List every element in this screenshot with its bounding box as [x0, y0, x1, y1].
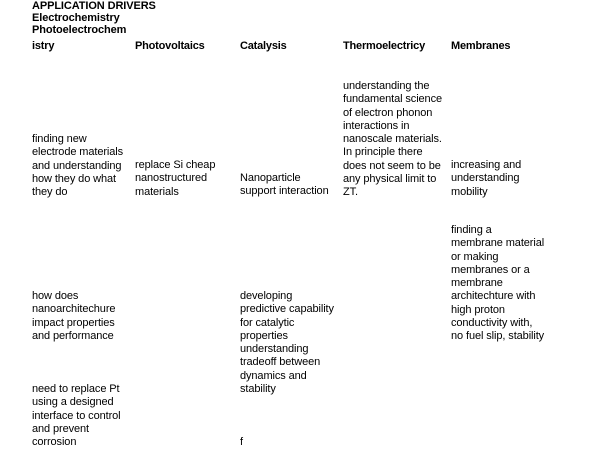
- cell-catalysis-row1: Nanoparticle support interaction: [240, 172, 329, 198]
- cell-electrochemistry-row4: need to replace Pt using a designed interface to control and prevent corrosion: [32, 383, 121, 449]
- column-header-electrochemistry-line2: Photoelectrochem: [32, 24, 127, 36]
- column-header-electrochemistry-line1: Electrochemistry: [32, 12, 120, 24]
- column-header-thermoelectricy: Thermoelectricy: [343, 40, 425, 52]
- cell-membranes-row1: increasing and understanding mobility: [451, 159, 522, 198]
- cell-electrochemistry-row2: how does nanoarchitechure impact properties and performance: [32, 290, 116, 342]
- column-header-electrochemistry-line3: istry: [32, 40, 55, 52]
- column-header-membranes: Membranes: [451, 40, 511, 52]
- column-header-catalysis: Catalysis: [240, 40, 287, 52]
- column-header-photovoltaics: Photovoltaics: [135, 40, 205, 52]
- cell-catalysis-row2: developing predictive capability for catalytic properties: [240, 290, 334, 342]
- page-title: [32, 0, 156, 36]
- cell-catalysis-row3: understanding tradeoff between dynamics and stability: [240, 343, 321, 395]
- cell-photovoltaics-row1: replace Si cheap nanostructured materials: [135, 159, 216, 198]
- title-text: APPLICATION DRIVERS: [32, 0, 156, 12]
- cell-catalysis-row4: f: [240, 436, 243, 448]
- cell-electrochemistry-row1: finding new electrode materials and understanding how they do what they do: [32, 133, 124, 199]
- cell-membranes-row2: finding a membrane material or making membranes or a membrane architechture with high proton conductivity with, no fuel slip, stability: [451, 224, 545, 343]
- cell-thermoelectricy-row1: understanding the fundamental science of electron phonon interactions in nanoscale materials. In principle there does not seem to be any physical limit to ZT.: [343, 80, 442, 199]
